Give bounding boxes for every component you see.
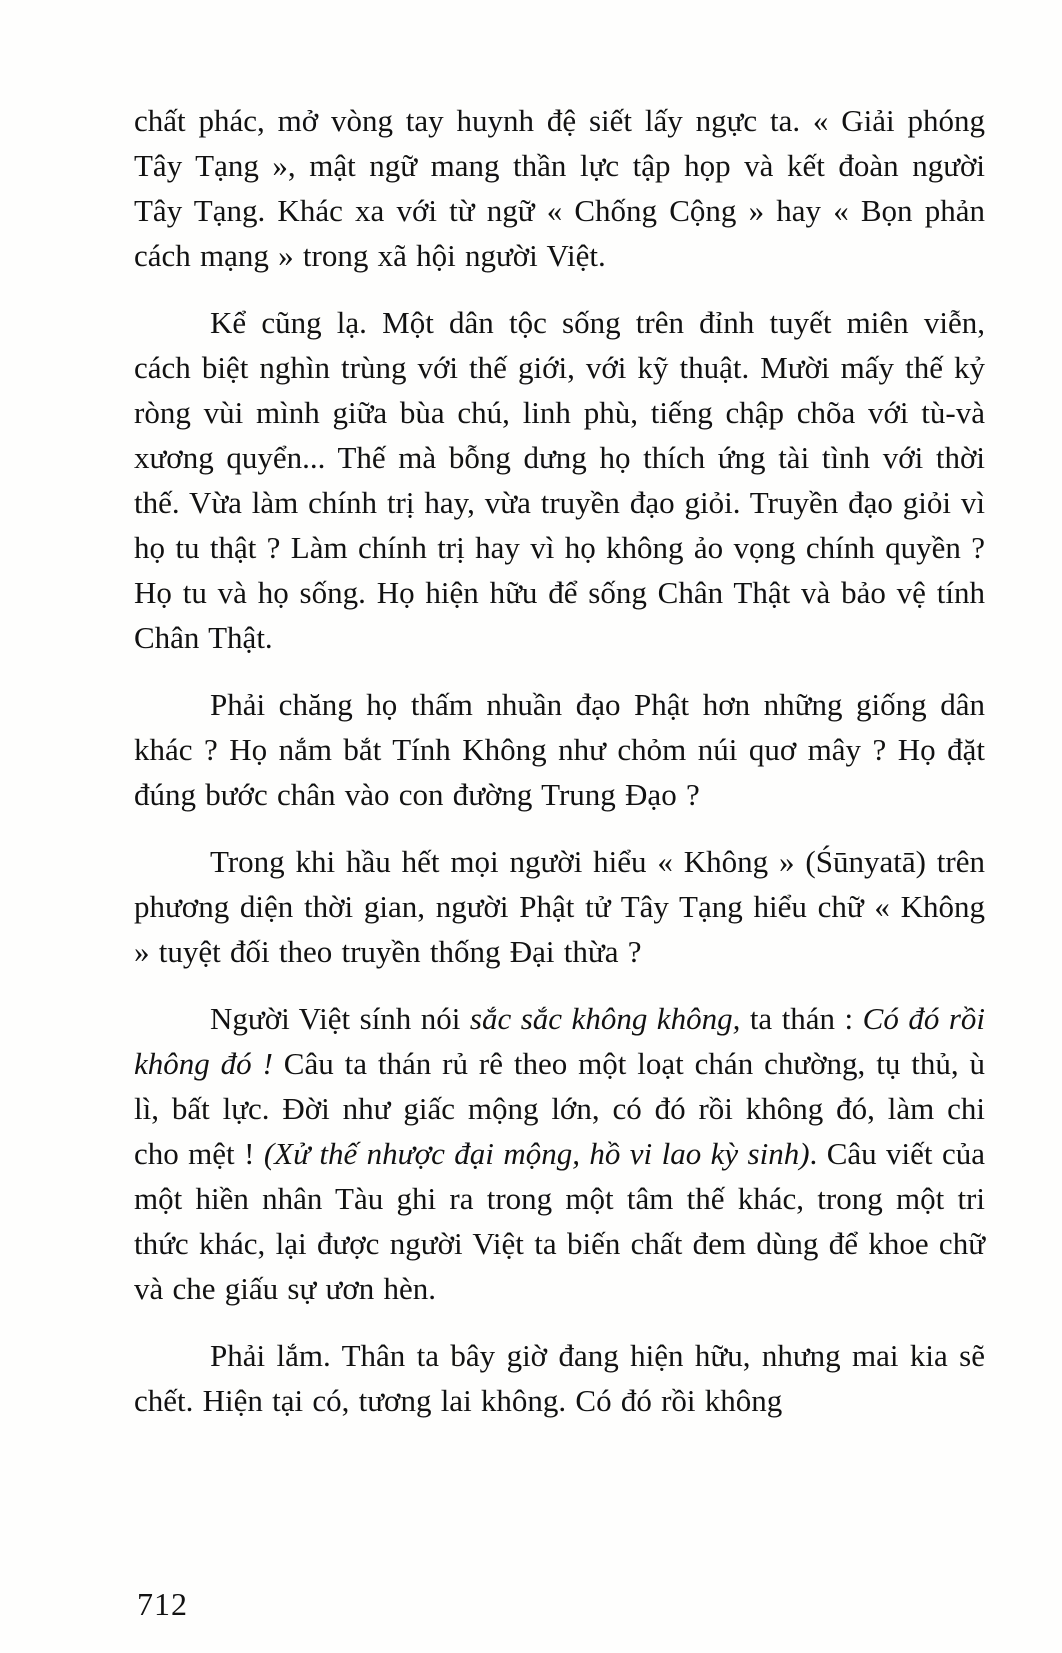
italic-text-run: Có đó rồi không đó !: [134, 1001, 986, 1081]
text-run: chất phác, mở vòng tay huynh đệ siết lấy ngực ta. « Giải phóng Tây Tạng », mật ngữ mang thần lực tập họp và kết đoàn người Tây Tạng. Khác xa với từ ngữ « Chống Cộng » hay « Bọn phản cách mạng » trong xã hội người Việt.: [134, 103, 985, 273]
text-run: Kể cũng lạ. Một dân tộc sống trên đỉnh tuyết miên viễn, cách biệt nghìn trùng với thế giới, với kỹ thuật. Mười mấy thế kỷ ròng vùi mình giữa bùa chú, linh phù, tiếng chập chõa với tù-và xương quyển... Thế mà bỗng dưng họ thích ứng tài tình với thời thế. Vừa làm chính trị hay, vừa truyền đạo giỏi. Truyền đạo giỏi vì họ tu thật ? Làm chính trị hay vì họ không ảo vọng chính quyền ? Họ tu và họ sống. Họ hiện hữu để sống Chân Thật và bảo vệ tính Chân Thật.: [134, 305, 985, 655]
italic-text-run: (Xử thế nhược đại mộng, hồ vi lao kỳ sinh): [263, 1136, 810, 1171]
paragraph: [134, 839, 985, 974]
text-run: Phải chăng họ thấm nhuần đạo Phật hơn những giống dân khác ? Họ nắm bắt Tính Không như chỏm núi quơ mây ? Họ đặt đúng bước chân vào con đường Trung Đạo ?: [134, 687, 985, 812]
page-text: [134, 98, 985, 1445]
paragraph: [134, 1333, 985, 1423]
text-run: Phải lắm. Thân ta bây giờ đang hiện hữu, nhưng mai kia sẽ chết. Hiện tại có, tương lai không. Có đó rồi không: [134, 1338, 985, 1418]
text-run: Trong khi hầu hết mọi người hiểu « Không » (Śūnyatā) trên phương diện thời gian, người Phật tử Tây Tạng hiểu chữ « Không » tuyệt đối theo truyền thống Đại thừa ?: [134, 844, 985, 969]
paragraph: [134, 682, 985, 817]
text-run: Câu ta thán rủ rê theo một loạt chán chường, tụ thủ, ù lì, bất lực. Đời như giấc mộng lớn, có đó rồi không đó, làm chi cho mệt !: [134, 1046, 985, 1171]
text-run: . Câu viết của một hiền nhân Tàu ghi ra trong một tâm thế khác, trong một tri thức khác, lại được người Việt ta biến chất đem dùng để khoe chữ và che giấu sự ươn hèn.: [134, 1136, 985, 1306]
page-number: 712: [137, 1586, 188, 1622]
text-run: Người Việt sính nói: [210, 1001, 470, 1036]
text-run: ta thán :: [740, 1001, 863, 1036]
paragraph: [134, 300, 985, 660]
italic-text-run: sắc sắc không không,: [469, 1001, 741, 1036]
paragraph: [134, 98, 985, 278]
paragraph: [134, 996, 985, 1311]
